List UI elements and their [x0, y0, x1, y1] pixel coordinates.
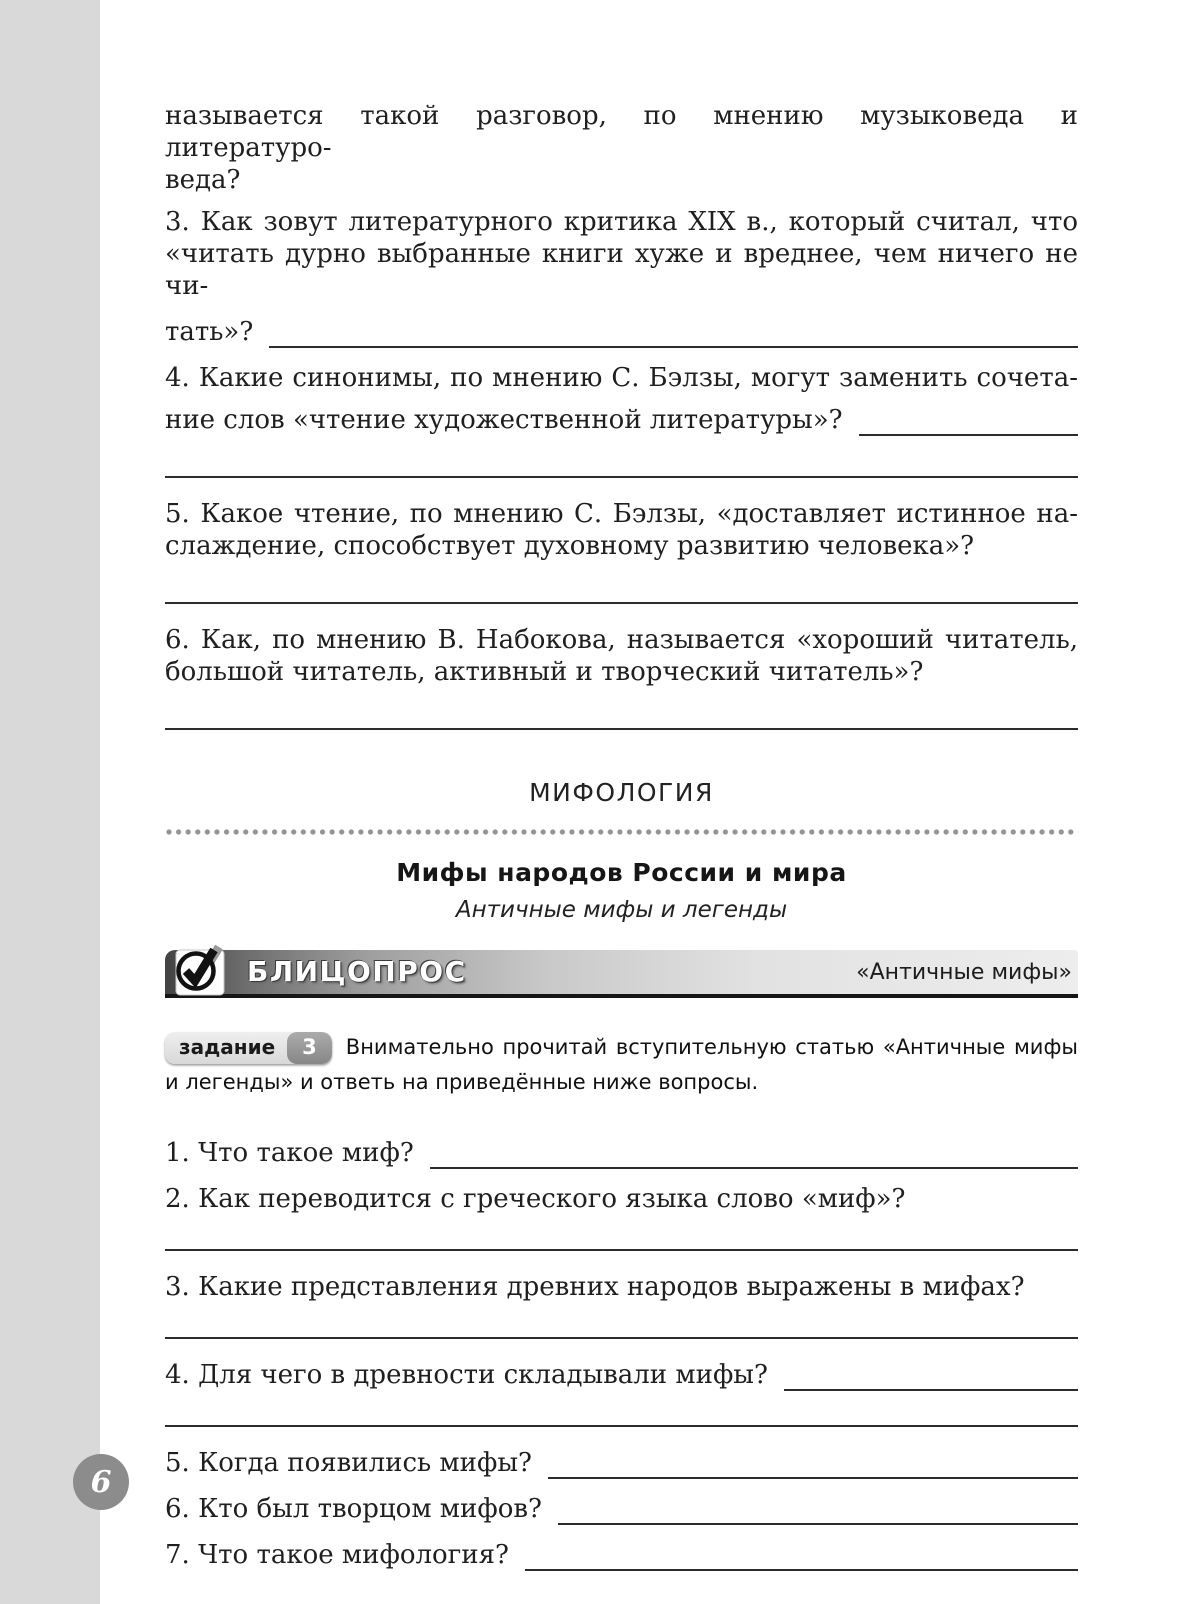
answer-blank-line [558, 1493, 1078, 1525]
question-text-line: 6. Кто был творцом мифов? [165, 1494, 542, 1524]
answer-blank-line [165, 1337, 1078, 1339]
myth-question-7 [165, 1539, 1078, 1571]
question-text-line: «читать дурно выбранные книги хуже и вреднее, чем ничего не чи- [165, 239, 1078, 301]
subsection-title: Мифы народов России и мира [396, 858, 847, 887]
answer-blank-line [165, 1249, 1078, 1251]
answer-blank-line [269, 316, 1078, 348]
question-text-line: 2. Как переводится с греческого языка слово «миф»? [165, 1184, 906, 1214]
question-text-line: тать»? [165, 317, 254, 347]
page-content [165, 0, 1078, 1571]
question-6 [165, 624, 1078, 688]
question-text-line: 1. Что такое миф? [165, 1138, 414, 1168]
myth-question-3 [165, 1271, 1078, 1303]
answer-blank-line [430, 1137, 1078, 1169]
question-text-line: 4. Какие синонимы, по мнению С. Бэлзы, могут заменить сочета- [165, 363, 1078, 393]
answer-blank-line [859, 404, 1078, 436]
myth-question-5 [165, 1447, 1078, 1479]
question-text-line: 3. Какие представления древних народов выражены в мифах? [165, 1272, 1025, 1302]
question-2-tail [165, 100, 1078, 196]
question-text-line: ние слов «чтение художественной литературы»? [165, 405, 843, 435]
task-badge-label: задание [179, 1035, 276, 1059]
myth-question-1 [165, 1137, 1078, 1169]
question-text-line: большой читатель, активный и творческий читатель»? [165, 657, 924, 687]
question-3-answer-row [165, 316, 1078, 348]
answer-blank-line [165, 1425, 1078, 1427]
question-text-line: 5. Какое чтение, по мнению С. Бэлзы, «доставляет истинное на- [165, 499, 1078, 529]
question-text-line: 4. Для чего в древности складывали мифы? [165, 1360, 768, 1390]
question-text-line: 6. Как, по мнению В. Набокова, называется «хороший читатель, [165, 625, 1078, 655]
question-4 [165, 362, 1078, 394]
question-4-answer-row [165, 404, 1078, 436]
answer-blank-line [165, 602, 1078, 604]
page-number: 6 [90, 1464, 112, 1500]
question-3 [165, 206, 1078, 302]
task-badge-number: 3 [287, 1032, 332, 1064]
answer-blank-line [165, 728, 1078, 730]
answer-blank-line [165, 476, 1078, 478]
question-text-line: веда? [165, 165, 241, 195]
answer-blank-line [784, 1359, 1078, 1391]
page-margin-strip [0, 0, 100, 1604]
task-instruction [165, 1030, 1078, 1100]
myth-question-6 [165, 1493, 1078, 1525]
task-instruction-text: Внимательно прочитай вступительную статью «Античные мифы и легенды» и ответь на приведённые ниже вопросы. [165, 1035, 1078, 1094]
answer-blank-line [525, 1539, 1078, 1571]
blitz-banner [165, 950, 1078, 998]
banner-topic-label: «Античные мифы» [856, 960, 1072, 985]
question-text-line: слаждение, способствует духовному развитию человека»? [165, 531, 975, 561]
page-number-badge [73, 1454, 129, 1510]
banner-title: БЛИЦОПРОС [247, 955, 467, 988]
task-badge [165, 1032, 332, 1064]
question-5 [165, 498, 1078, 562]
question-text-line: 3. Как зовут литературного критика XIX в., который считал, что [165, 207, 1078, 237]
subsection-subtitle: Античные мифы и легенды [455, 897, 788, 923]
section-title: МИФОЛОГИЯ [529, 778, 714, 807]
myth-question-2 [165, 1183, 1078, 1215]
answer-blank-line [548, 1447, 1078, 1479]
checkmark-icon [169, 938, 229, 998]
question-text-line: 5. Когда появились мифы? [165, 1448, 532, 1478]
myth-question-4 [165, 1359, 1078, 1391]
question-text-line: называется такой разговор, по мнению музыковеда и литературо- [165, 101, 1078, 163]
question-text-line: 7. Что такое мифология? [165, 1540, 509, 1570]
dotted-divider [165, 828, 1078, 836]
